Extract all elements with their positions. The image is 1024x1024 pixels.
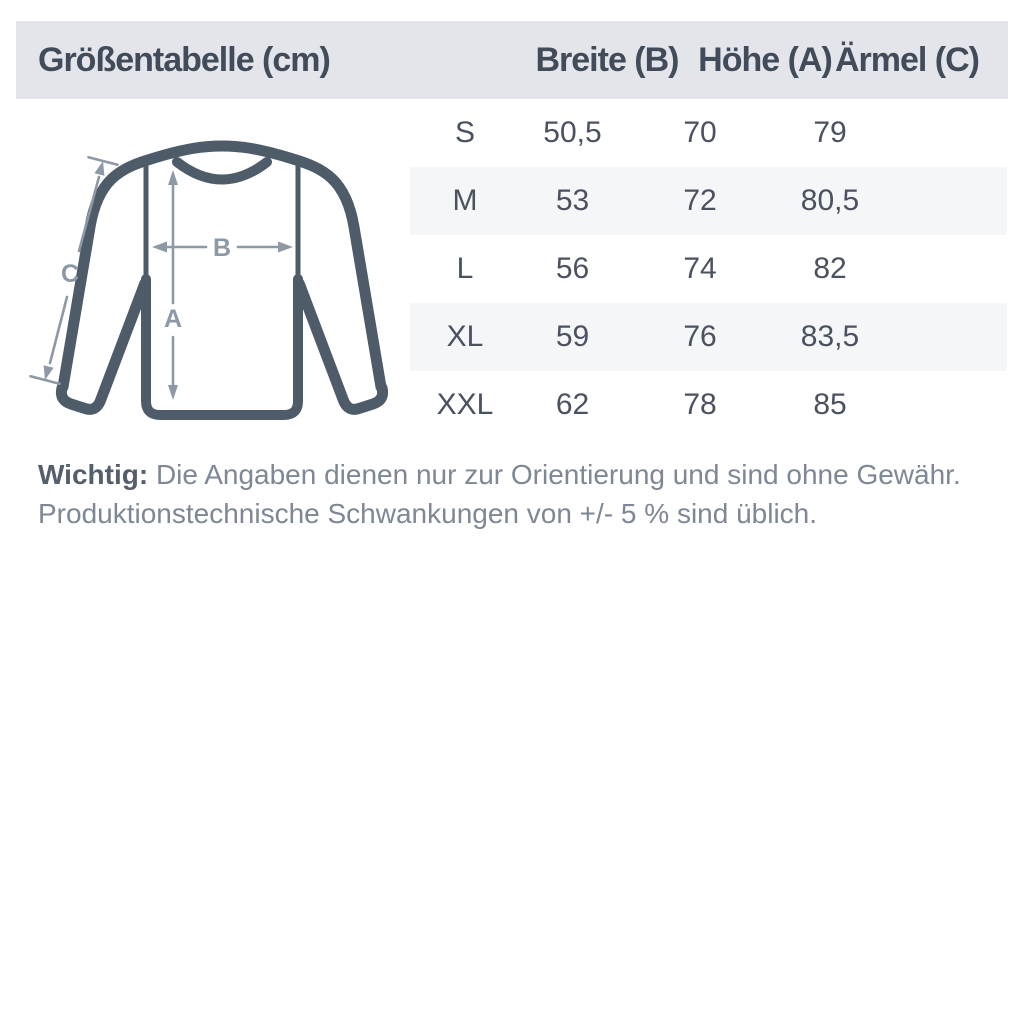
- height-label: A: [163, 305, 183, 333]
- row-spacer: [885, 235, 1007, 303]
- column-header-breite: Breite (B): [535, 41, 679, 79]
- row-spacer: [885, 167, 1007, 235]
- size-label: L: [456, 252, 474, 285]
- height-dimension-arrow: [164, 170, 182, 400]
- aermel-value: 79: [813, 116, 847, 149]
- disclaimer-note: [38, 455, 998, 533]
- hoehe-value: 78: [683, 388, 717, 421]
- width-arrow-head-right: [278, 242, 293, 253]
- aermel-value: 85: [813, 388, 847, 421]
- breite-value: 56: [555, 252, 590, 285]
- sleeve-label: C: [60, 260, 80, 288]
- disclaimer-label: Wichtig:: [38, 459, 149, 490]
- disclaimer-line1: Die Angaben dienen nur zur Orientierung und sind ohne Gewähr.: [155, 459, 961, 490]
- height-arrow-head-up: [168, 170, 178, 185]
- width-label: B: [212, 234, 232, 262]
- size-chart-title: Größentabelle (cm): [38, 41, 330, 79]
- table-row-xl: [410, 303, 1007, 371]
- hoehe-value: 70: [683, 116, 717, 149]
- sweater-body-outline: [146, 279, 298, 415]
- aermel-value: 82: [813, 252, 847, 285]
- size-label: XXL: [436, 388, 494, 421]
- table-row-m: [410, 167, 1007, 235]
- breite-value: 59: [555, 320, 590, 353]
- row-spacer: [885, 371, 1007, 439]
- sleeve-arrow-head-down: [44, 365, 54, 380]
- column-header-hoehe: Höhe (A): [698, 41, 832, 79]
- table-row-xxl: [410, 371, 1007, 439]
- breite-value: 62: [555, 388, 590, 421]
- breite-value: 53: [555, 184, 590, 217]
- row-spacer: [885, 303, 1007, 371]
- sleeve-arrow-head-up: [94, 161, 104, 176]
- size-chart-header: [16, 21, 1008, 99]
- height-arrow-head-down: [168, 385, 178, 400]
- breite-value: 50,5: [543, 116, 602, 149]
- size-table: [410, 99, 1007, 439]
- sweater-measurement-diagram: [25, 137, 400, 437]
- row-spacer: [885, 99, 1007, 167]
- column-header-aermel: Ärmel (C): [834, 41, 980, 79]
- hoehe-value: 72: [683, 184, 717, 217]
- table-row-l: [410, 235, 1007, 303]
- hoehe-value: 74: [683, 252, 717, 285]
- table-row-s: [410, 99, 1007, 167]
- size-label: XL: [446, 320, 484, 353]
- aermel-value: 80,5: [800, 184, 860, 217]
- sweater-collar: [177, 162, 267, 180]
- size-label: M: [452, 184, 478, 217]
- size-label: S: [454, 116, 475, 149]
- disclaimer-line2: Produktionstechnische Schwankungen von +/- 5 % sind üblich.: [38, 498, 818, 529]
- sweater-outline-drawing: [61, 146, 382, 415]
- hoehe-value: 76: [683, 320, 717, 353]
- aermel-value: 83,5: [800, 320, 860, 353]
- width-arrow-head-left: [152, 242, 167, 253]
